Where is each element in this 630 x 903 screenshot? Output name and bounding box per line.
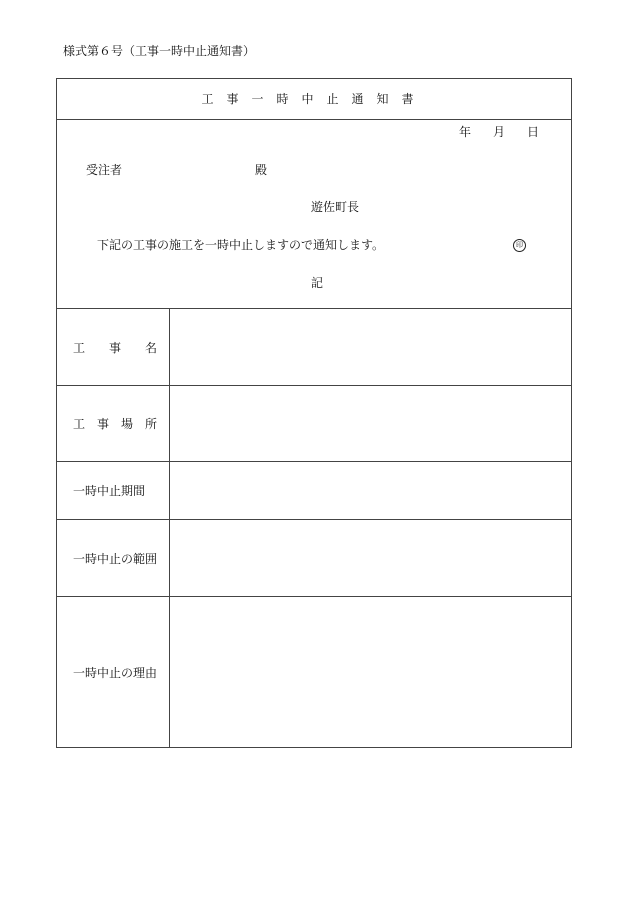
construction-site-field[interactable] xyxy=(170,386,571,461)
row-label-suspension-period: 一時中止期間 xyxy=(57,462,170,519)
recipient-label: 受注者 xyxy=(86,163,123,177)
form-number-label: 様式第６号（工事一時中止通知書） xyxy=(63,44,256,58)
document-title: 工事一時中止通知書 xyxy=(57,79,571,120)
issuer-name: 遊佐町長 xyxy=(311,200,360,214)
row-label-construction-name: 工 事 名 xyxy=(57,309,170,385)
suspension-period-field[interactable] xyxy=(170,462,571,519)
table-row xyxy=(57,462,571,520)
suspension-scope-field[interactable] xyxy=(170,520,571,596)
table-row xyxy=(57,309,571,386)
date-year: 年 xyxy=(459,125,472,139)
date-day: 日 xyxy=(527,125,540,139)
row-label-construction-site: 工 事 場 所 xyxy=(57,386,170,461)
recipient-honorific: 殿 xyxy=(255,163,268,177)
ki-label: 記 xyxy=(311,276,324,290)
notice-header xyxy=(57,120,571,309)
table-row xyxy=(57,597,571,747)
notice-text: 下記の工事の施工を一時中止しますので通知します。 xyxy=(97,238,385,252)
seal-mark: 印 xyxy=(513,239,526,252)
notice-form xyxy=(56,78,572,748)
row-label-suspension-scope: 一時中止の範囲 xyxy=(57,520,170,596)
table-row xyxy=(57,386,571,462)
suspension-reason-field[interactable] xyxy=(170,597,571,747)
table-row xyxy=(57,520,571,597)
row-label-suspension-reason: 一時中止の理由 xyxy=(57,597,170,747)
date-month: 月 xyxy=(493,125,506,139)
construction-name-field[interactable] xyxy=(170,309,571,385)
